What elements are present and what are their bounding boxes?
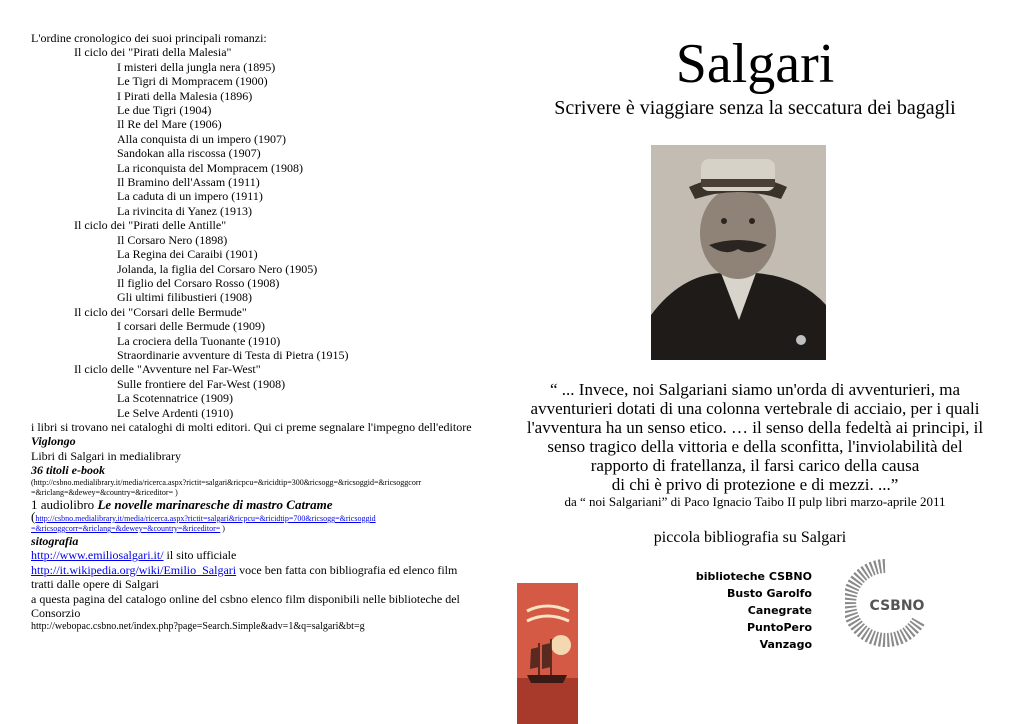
quote-line: senso tragico della vittoria e della sconfitta, l'inviolabilità del [547, 437, 963, 456]
quote-source: da “ noi Salgariani” di Paco Ignacio Taibo II pulp libri marzo-aprile 2011 [564, 494, 946, 509]
novel-title: La rivincita di Yanez (1913) [117, 203, 252, 218]
novel-title: La caduta di un impero (1911) [117, 189, 263, 204]
bibliography-title: piccola bibliografia su Salgari [653, 529, 847, 546]
wiki-desc: voce ben fatta con bibliografia ed elenco film tratti dalle opere di Salgari [31, 562, 458, 592]
wiki-line [31, 563, 471, 592]
novel-title: Le Tigri di Mompracem (1900) [117, 74, 268, 89]
cycle-heading: Il ciclo delle "Avventure nel Far-West" [74, 362, 261, 377]
site-line [31, 548, 509, 562]
novel-title: Sandokan alla riscossa (1907) [117, 146, 261, 161]
audiobook-title: Le novelle marinaresche di mastro Catrame [97, 496, 333, 512]
novel-title: La Scotennatrice (1909) [117, 391, 233, 406]
audio-url-link[interactable]: http://csbno.medialibrary.it/media/ricerca.aspx?rictit=salgari&ricpcu=&ricidtip=700&ricsogg=&ricsoggid [35, 514, 376, 523]
sitography-heading: sitografia [31, 534, 79, 548]
novel-title: I Pirati della Malesia (1896) [117, 88, 253, 103]
quote-line: “ ... Invece, noi Salgariani siamo un'orda di avventurieri, ma [550, 380, 960, 399]
audio-url-line [31, 509, 509, 524]
official-site-link[interactable]: http://www.emiliosalgari.it/ [31, 548, 164, 563]
novel-title: Sulle frontiere del Far-West (1908) [117, 376, 286, 391]
library-item: biblioteche CSBNO [695, 570, 812, 583]
csbno-logo-text: CSBNO [869, 598, 925, 614]
cycle-heading: Il ciclo dei "Pirati delle Antille" [74, 218, 227, 233]
audio-url-line [31, 524, 509, 534]
quote-line: di chi è privo di protezione e di mezzi. ...” [611, 475, 899, 494]
opac-desc: a questa pagina del catalogo online del csbno elenco film disponibili nelle biblioteche del Consorzio [31, 591, 460, 621]
library-item: Busto Garolfo [727, 587, 812, 600]
capitan-salgari-book-cover [517, 583, 578, 724]
intro-text: L'ordine cronologico dei suoi principali romanzi: [31, 31, 267, 45]
cycle-heading: Il ciclo dei "Pirati della Malesia" [74, 45, 232, 60]
site-desc: il sito ufficiale [163, 548, 237, 563]
novel-title: Le due Tigri (1904) [117, 103, 212, 118]
audio-url-link[interactable]: =&ricsoggcorr=&riclang=&dewey=&country=&riceditor= [31, 524, 221, 533]
library-item: PuntoPero [746, 621, 812, 634]
novel-title: La crociera della Tuonante (1910) [117, 333, 281, 348]
page-title: Salgari [675, 33, 835, 95]
novel-title: Il Bramino dell'Assam (1911) [117, 175, 260, 190]
wikipedia-link[interactable]: http://it.wikipedia.org/wiki/Emilio_Salgari [31, 562, 237, 577]
quote-block [515, 380, 995, 510]
library-item: Vanzago [759, 638, 812, 651]
csbno-logo [845, 558, 925, 650]
page-subtitle: Scrivere è viaggiare senza la seccatura dei bagagli [554, 97, 956, 119]
salgari-portrait [651, 145, 826, 360]
ebook-url-line: =&riclang=&dewey=&country=&riceditor= ) [31, 487, 178, 497]
medialibrary-label: Libri di Salgari in medialibrary [31, 448, 181, 463]
publisher-name: Viglongo [31, 434, 76, 449]
novel-title: La Regina dei Caraibi (1901) [117, 247, 258, 262]
novel-title: Alla conquista di un impero (1907) [117, 131, 286, 146]
audio-open-paren: ( [31, 509, 36, 524]
novel-title: Il Re del Mare (1906) [117, 117, 222, 132]
novel-title: Il Corsaro Nero (1898) [117, 232, 228, 247]
quote-line: rapporto di fratellanza, il farsi carico della causa [590, 456, 920, 475]
novel-title: Straordinarie avventure di Testa di Pietra (1915) [117, 347, 349, 362]
ebook-url-line: (http://csbno.medialibrary.it/media/ricerca.aspx?rictit=salgari&ricpcu=&ricidtip=300&ricsogg=&ricsoggid=&ricsoggcorr [31, 477, 422, 487]
novel-title: Il figlio del Corsaro Rosso (1908) [117, 275, 280, 290]
left-column [31, 31, 509, 635]
ebook-count: 36 titoli e-book [31, 463, 105, 478]
audiobook-prefix: 1 audiolibro [31, 496, 95, 512]
novel-title: I misteri della jungla nera (1895) [117, 59, 276, 74]
quote-line: avventurieri dotati di una colonna vertebrale di acciaio, per i quali [530, 399, 980, 418]
novel-title: Jolanda, la figlia del Corsaro Nero (1905) [117, 261, 318, 276]
novel-title: La riconquista del Mompracem (1908) [117, 160, 303, 175]
opac-url: http://webopac.csbno.net/index.php?page=Search.Simple&adv=1&q=salgari&bt=g [31, 621, 365, 633]
library-list [640, 568, 812, 653]
audio-close-paren: ) [220, 524, 225, 533]
quote-line: l'avventura ha un senso etico. … il senso della fedeltà ai principi, il [526, 418, 984, 437]
novel-title: Gli ultimi filibustieri (1908) [117, 290, 252, 305]
audiobook-line [31, 498, 509, 512]
novel-title: Le Selve Ardenti (1910) [117, 405, 234, 420]
novel-title: I corsari delle Bermude (1909) [117, 319, 265, 334]
library-item: Canegrate [747, 604, 812, 617]
catalog-note: i libri si trovano nei cataloghi di molti editori. Qui ci preme segnalare l'impegno dell'editore [31, 419, 472, 434]
cycle-heading: Il ciclo dei "Corsari delle Bermude" [74, 304, 247, 319]
